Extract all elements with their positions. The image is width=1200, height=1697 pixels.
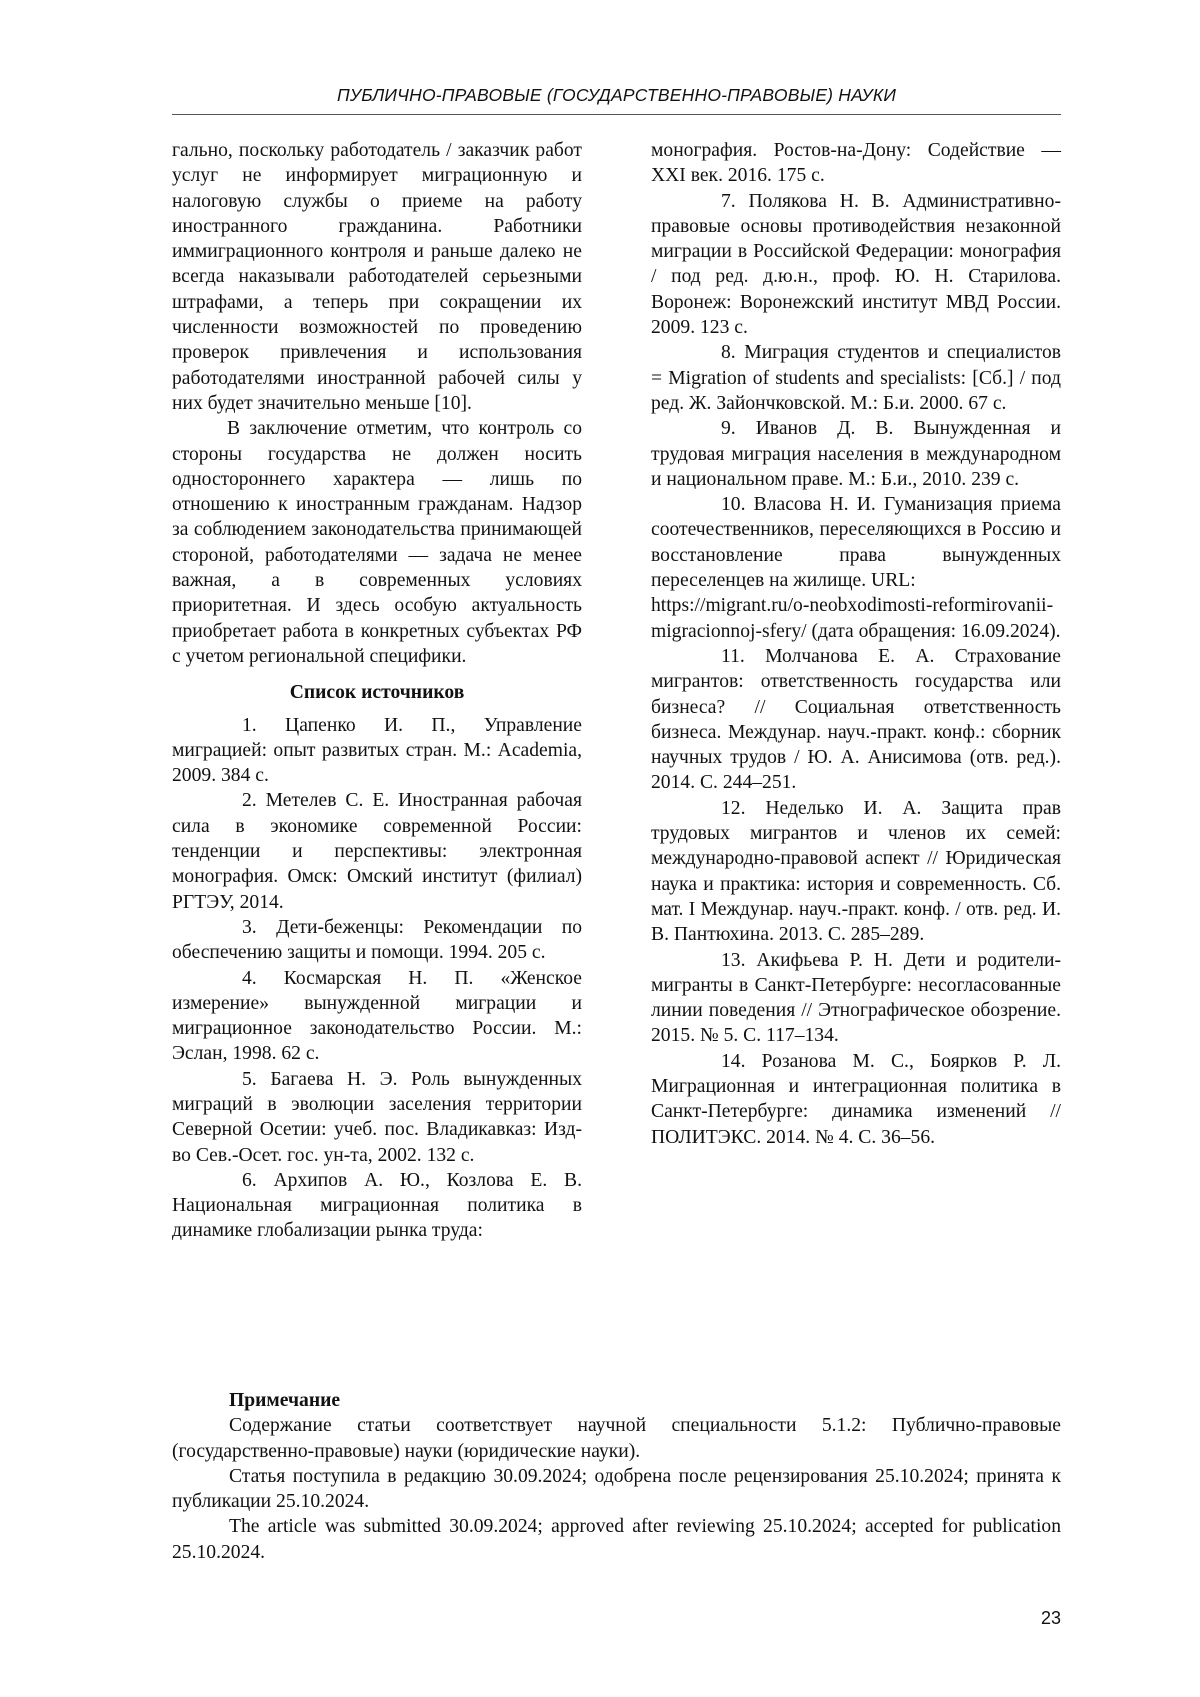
note-paragraph: Статья поступила в редакцию 30.09.2024; одобрена после рецензирования 25.10.2024; принята к публикации 25.10.2024. [172, 1465, 1061, 1513]
note-paragraph: The article was submitted 30.09.2024; approved after reviewing 25.10.2024; accepted for publication 25.10.2024. [172, 1516, 1061, 1563]
reference-item: 9. Иванов Д. В. Вынужденная и трудовая миграция населения в международном и национальном праве. М.: Б.и., 2010. 239 с. [651, 418, 1061, 490]
header-rule [172, 114, 1061, 115]
reference-item: 6. Архипов А. Ю., Козлова Е. В. Национальная миграционная политика в динамике глобализации рынка труда: [172, 1169, 582, 1242]
body-paragraph: В заключение отметим, что контроль со стороны государства не должен носить одностороннего характера — лишь по отношению к иностранным гражданам. Надзор за соблюдением законодательства принимающей стороной, работодателями — задача не менее важная, а в современных условиях приоритетная. И здесь особую актуальность приобретает работа в конкретных субъектах РФ с учетом региональной специфики. [172, 418, 582, 667]
reference-continuation: монография. Ростов-на-Дону: Содействие — XXI век. 2016. 175 с. [651, 140, 1061, 187]
note-heading: Примечание [229, 1390, 341, 1411]
note-paragraph: Содержание статьи соответствует научной специальности 5.1.2: Публично-правовые (государственно-правовые) науки (юридические науки). [172, 1415, 1061, 1462]
reference-item: 12. Неделько И. А. Защита прав трудовых мигрантов и членов их семей: международно-правовой аспект // Юридическая наука и практика: история и современность. Сб. мат. I Междунар. науч.-практ. конф. / отв. ред. И. В. Пантюхина. 2013. С. 285–289. [651, 797, 1061, 946]
reference-item: 11. Молчанова Е. А. Страхование мигрантов: ответственность государства или бизнеса? // Социальная ответственность бизнеса. Междунар. науч.-практ. конф.: сборник научных трудов / Ю. А. Анисимова (отв. ред.). 2014. С. 244–251. [651, 645, 1061, 794]
note-section [172, 1388, 1061, 1565]
reference-item: 13. Акифьева Р. Н. Дети и родители-мигранты в Санкт-Петербурге: несогласованные линии поведения // Этнографическое обозрение. 2015. № 5. С. 117–134. [651, 949, 1061, 1047]
left-column [172, 138, 582, 1244]
page-number: 23 [1040, 1608, 1061, 1628]
reference-url-line [651, 593, 1061, 644]
reference-item: 5. Багаева Н. Э. Роль вынужденных миграций в эволюции заселения территории Северной Осетии: учеб. пос. Владикавказ: Изд-во Сев.-Осет. гос. ун-та, 2002. 132 с. [172, 1068, 582, 1166]
reference-item: 2. Метелев С. Е. Иностранная рабочая сила в экономике современной России: тенденции и перспективы: электронная монография. Омск: Омский институт (филиал) РГТЭУ, 2014. [172, 790, 582, 913]
running-header: ПУБЛИЧНО-ПРАВОВЫЕ (ГОСУДАРСТВЕННО-ПРАВОВЫЕ) НАУКИ [336, 85, 897, 105]
reference-text: 10. Власова Н. И. Гуманизация приема соотечественников, переселяющихся в Россию и восстановление права вынужденных переселенцев на жилище. URL: [651, 494, 1061, 592]
reference-item: 14. Розанова М. С., Боярков Р. Л. Миграционная и интеграционная политика в Санкт-Петербурге: динамика изменений // ПОЛИТЭКС. 2014. № 4. С. 36–56. [651, 1050, 1061, 1148]
reference-item: 4. Космарская Н. П. «Женское измерение» вынужденной миграции и миграционное законодательство России. М.: Эслан, 1998. 62 с. [172, 967, 582, 1065]
body-paragraph: гально, поскольку работодатель / заказчик работ услуг не информирует миграционную и налоговую службы о приеме на работу иностранного гражданина. Работники иммиграционного контроля и раньше далеко не всегда наказывали работодателей серьезными штрафами, а теперь при сокращении их численности возможностей по проведению проверок привлечения и использования работодателями иностранной рабочей силы у них будет значительно меньше [10]. [172, 140, 582, 414]
reference-url[interactable]: https://migrant.ru/o-neobxodimosti-reformirovanii-migracionnoj-sfery/ [651, 595, 1054, 642]
reference-item-10 [651, 492, 1061, 593]
reference-item: 8. Миграция студентов и специалистов = Migration of students and specialists: [Сб.] / под ред. Ж. Зайончковской. М.: Б.и. 2000. 67 с. [651, 342, 1061, 414]
sources-heading: Список источников [289, 682, 465, 704]
right-column [651, 138, 1061, 1150]
reference-item: 3. Дети-беженцы: Рекомендации по обеспечению защиты и помощи. 1994. 205 с. [172, 916, 582, 964]
reference-item: 1. Цапенко И. П., Управление миграцией: опыт развитых стран. М.: Academia, 2009. 384 с. [172, 714, 582, 787]
reference-item: 7. Полякова Н. В. Административно-правовые основы противодействия незаконной миграции в Российской Федерации: монография / под ред. д.ю.н., проф. Ю. Н. Старилова. Воронеж: Воронежский институт МВД России. 2009. 123 с. [651, 190, 1061, 339]
reference-access-date: (дата обращения: 16.09.2024). [811, 620, 1061, 642]
